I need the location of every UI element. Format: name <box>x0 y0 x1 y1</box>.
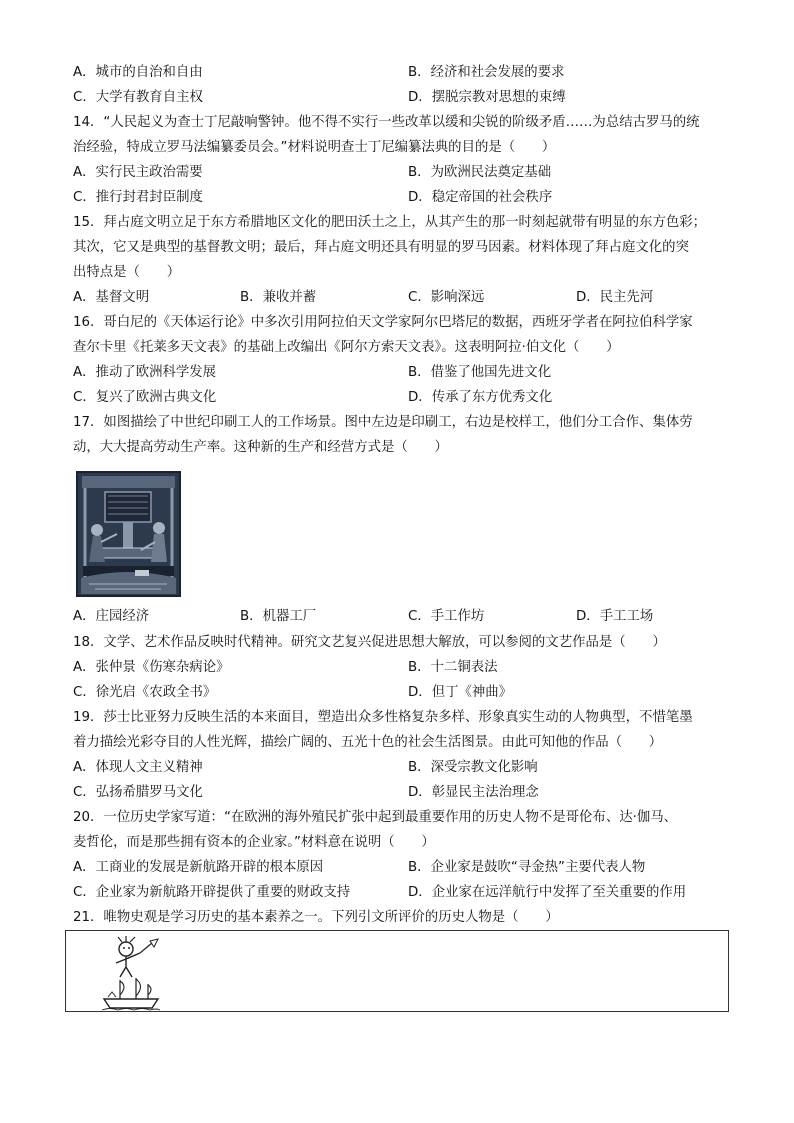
sailing-ship-icon <box>100 977 162 1011</box>
q13-option-a[interactable]: A．城市的自治和自由 <box>73 65 203 80</box>
cartoon-figure-icon <box>102 935 166 979</box>
q13-options-row-1 <box>73 60 733 85</box>
q16-stem-line-1: 16．哥白尼的《天体运行论》中多次引用阿拉伯天文学家阿尔巴塔尼的数据，西班牙学者在阿拉伯科学家 <box>73 315 693 330</box>
q20-stem-line-1: 20．一位历史学家写道：“在欧洲的海外殖民扩张中起到最重要作用的历史人物不是哥伦布、达·伽马、 <box>73 810 678 825</box>
q19-options-row-1 <box>73 755 733 780</box>
q15-option-d[interactable]: D．民主先河 <box>576 290 654 305</box>
q19-option-c[interactable]: C．弘扬希腊罗马文化 <box>73 785 203 800</box>
q20-option-b[interactable]: B．企业家是鼓吹“寻金热”主要代表人物 <box>408 860 646 875</box>
q15-option-b[interactable]: B．兼收并蓄 <box>240 290 317 305</box>
q18-options-row-1 <box>73 655 733 680</box>
q14-option-c[interactable]: C．推行封君封臣制度 <box>73 190 203 205</box>
q14-option-b[interactable]: B．为欧洲民法奠定基础 <box>408 165 552 180</box>
q16-option-d[interactable]: D．传承了东方优秀文化 <box>408 390 553 405</box>
q15-options-row <box>73 285 733 310</box>
printing-workshop-engraving <box>75 470 182 598</box>
q20-options-row-2 <box>73 880 733 905</box>
q17-option-c[interactable]: C．手工作坊 <box>408 609 485 624</box>
q17-stem-line-1: 17．如图描绘了中世纪印刷工人的工作场景。图中左边是印刷工，右边是校样工，他们分工合作、集体劳 <box>73 415 693 430</box>
q18-option-b[interactable]: B．十二铜表法 <box>408 660 498 675</box>
q21-quote-box <box>65 930 729 1012</box>
q16-options-row-1 <box>73 360 733 385</box>
q20-option-c[interactable]: C．企业家为新航路开辟提供了重要的财政支持 <box>73 885 351 900</box>
q17-options-row <box>73 604 733 629</box>
q13-options-row-2 <box>73 85 733 110</box>
q15-option-a[interactable]: A．基督文明 <box>73 290 150 305</box>
printing-engraving-illustration <box>75 470 182 598</box>
q17-option-a[interactable]: A．庄园经济 <box>73 609 150 624</box>
q16-option-a[interactable]: A．推动了欧洲科学发展 <box>73 365 217 380</box>
q18-stem-line-1: 18．文学、艺术作品反映时代精神。研究文艺复兴促进思想大解放，可以参阅的文艺作品是（ ） <box>73 635 666 650</box>
q18-option-d[interactable]: D．但丁《神曲》 <box>408 685 513 700</box>
q16-option-b[interactable]: B．借鉴了他国先进文化 <box>408 365 552 380</box>
q20-option-a[interactable]: A．工商业的发展是新航路开辟的根本原因 <box>73 860 324 875</box>
q14-options-row-1 <box>73 160 733 185</box>
q14-stem-line-1: 14．“人民起义为查士丁尼敲响警钟。他不得不实行一些改革以缓和尖锐的阶级矛盾……为总结古罗马的统 <box>73 115 700 130</box>
q20-options-row-1 <box>73 855 733 880</box>
q13-option-d[interactable]: D．摆脱宗教对思想的束缚 <box>408 90 566 105</box>
q15-option-c[interactable]: C．影响深远 <box>408 290 485 305</box>
q19-stem-line-2: 着力描绘光彩夺目的人性光辉，描绘广阔的、五光十色的社会生活图景。由此可知他的作品（ ） <box>73 735 663 750</box>
q17-option-d[interactable]: D．手工工场 <box>576 609 654 624</box>
q16-option-c[interactable]: C．复兴了欧洲古典文化 <box>73 390 217 405</box>
q16-stem-line-2: 查尔卡里《托莱多天文表》的基础上改编出《阿尔方索天文表》。这表明阿拉·伯文化（ ） <box>73 340 620 355</box>
q15-stem-line-1: 15．拜占庭文明立足于东方希腊地区文化的肥田沃土之上，从其产生的那一时刻起就带有明显的东方色彩； <box>73 215 707 230</box>
q15-stem-line-2: 其次，它又是典型的基督教文明；最后，拜占庭文明还具有明显的罗马因素。材料体现了拜占庭文化的突 <box>73 240 689 255</box>
q20-stem-line-2: 麦哲伦，而是那些拥有资本的企业家。”材料意在说明（ ） <box>73 835 435 850</box>
q21-stem-line-1: 21．唯物史观是学习历史的基本素养之一。下列引文所评价的历史人物是（ ） <box>73 910 559 925</box>
q20-option-d[interactable]: D．企业家在远洋航行中发挥了至关重要的作用 <box>408 885 687 900</box>
q15-stem-line-3: 出特点是（ ） <box>73 265 181 280</box>
q14-option-d[interactable]: D．稳定帝国的社会秩序 <box>408 190 553 205</box>
q17-option-b[interactable]: B．机器工厂 <box>240 609 317 624</box>
q19-option-d[interactable]: D．彰显民主法治理念 <box>408 785 539 800</box>
q18-options-row-2 <box>73 680 733 705</box>
q14-option-a[interactable]: A．实行民主政治需要 <box>73 165 203 180</box>
q14-stem-line-2: 治经验，特成立罗马法编纂委员会。”材料说明查士丁尼编纂法典的目的是（ ） <box>73 140 556 155</box>
q19-option-a[interactable]: A．体现人文主义精神 <box>73 760 203 775</box>
q19-options-row-2 <box>73 780 733 805</box>
q19-stem-line-1: 19．莎士比亚努力反映生活的本来面目，塑造出众多性格复杂多样、形象真实生动的人物典型，不惜笔墨 <box>73 710 693 725</box>
q14-options-row-2 <box>73 185 733 210</box>
q16-options-row-2 <box>73 385 733 410</box>
q13-option-c[interactable]: C．大学有教育自主权 <box>73 90 203 105</box>
q19-option-b[interactable]: B．深受宗教文化影响 <box>408 760 538 775</box>
q18-option-a[interactable]: A．张仲景《伤寒杂病论》 <box>73 660 230 675</box>
q18-option-c[interactable]: C．徐光启《农政全书》 <box>73 685 217 700</box>
q13-option-b[interactable]: B．经济和社会发展的要求 <box>408 65 565 80</box>
q17-stem-line-2: 动，大大提高劳动生产率。这种新的生产和经营方式是（ ） <box>73 440 448 455</box>
